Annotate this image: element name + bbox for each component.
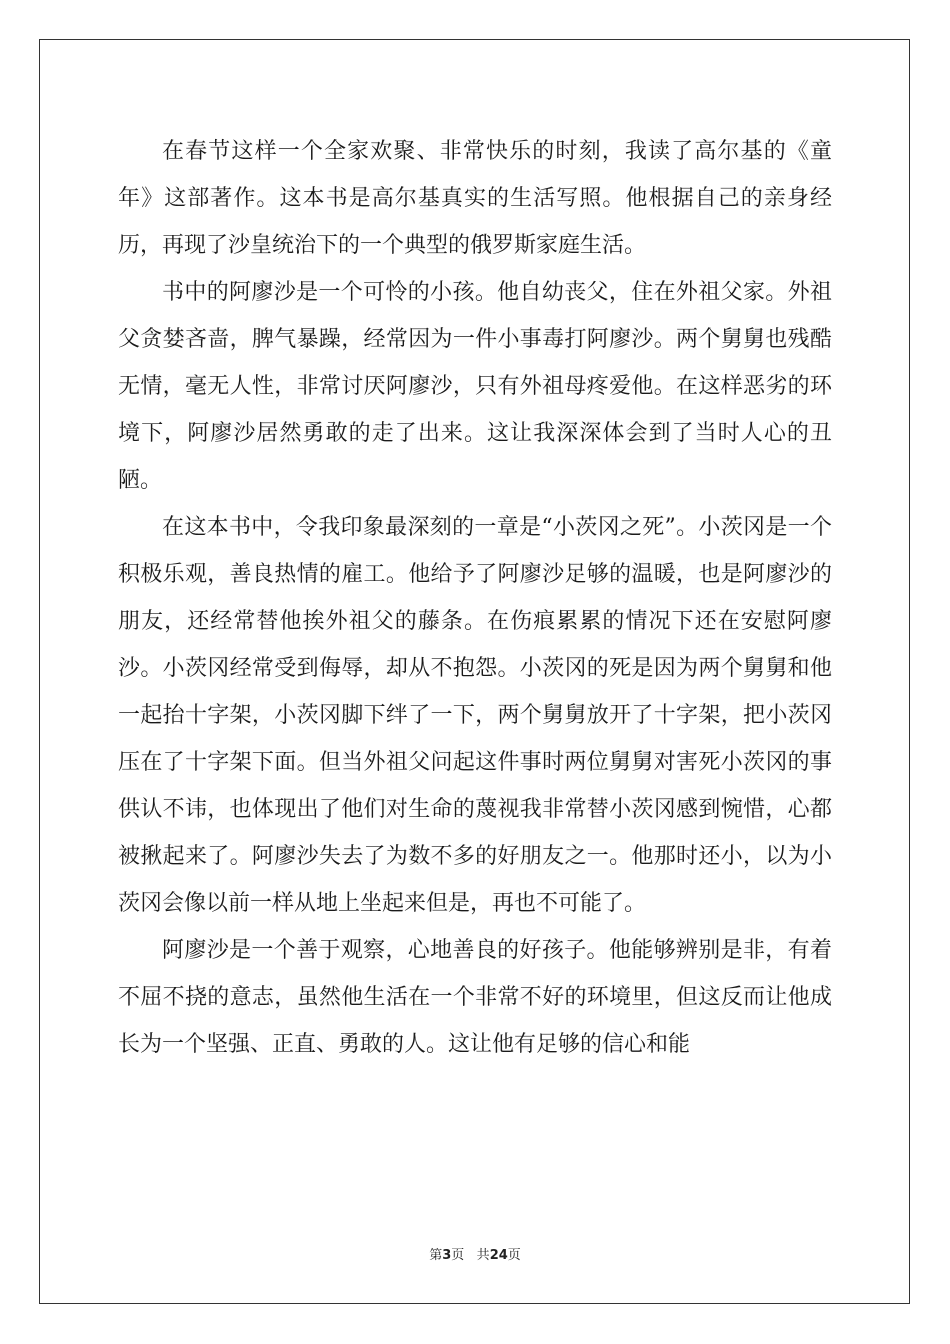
total-suffix: 页 xyxy=(507,1248,521,1263)
paragraph-4: 阿廖沙是一个善于观察，心地善良的好孩子。他能够辨别是非，有着不屈不挠的意志，虽然他生活在一个非常不好的环境里，但这反而让他成长为一个坚强、正直、勇敢的人。这让他有足够的信心和能 xyxy=(118,938,832,1057)
page-footer xyxy=(0,1244,950,1263)
page-prefix: 第 xyxy=(429,1248,443,1263)
total-pages: 24 xyxy=(489,1248,508,1263)
paragraph-2: 书中的阿廖沙是一个可怜的小孩。他自幼丧父，住在外祖父家。外祖父贪婪吝啬，脾气暴躁，经常因为一件小事毒打阿廖沙。两个舅舅也残酷无情，毫无人性，非常讨厌阿廖沙，只有外祖母疼爱他。在这样恶劣的环境下，阿廖沙居然勇敢的走了出来。这让我深深体会到了当时人心的丑陋。 xyxy=(118,280,832,493)
total-prefix: 共 xyxy=(476,1248,490,1263)
page-suffix: 页 xyxy=(451,1248,465,1263)
page-number: 3 xyxy=(442,1248,452,1263)
document-body xyxy=(118,128,832,1068)
paragraph-3: 在这本书中，令我印象最深刻的一章是“小茨冈之死”。小茨冈是一个积极乐观，善良热情的雇工。他给予了阿廖沙足够的温暖，也是阿廖沙的朋友，还经常替他挨外祖父的藤条。在伤痕累累的情况下还在安慰阿廖沙。小茨冈经常受到侮辱，却从不抱怨。小茨冈的死是因为两个舅舅和他一起抬十字架，小茨冈脚下绊了一下，两个舅舅放开了十字架，把小茨冈压在了十字架下面。但当外祖父问起这件事时两位舅舅对害死小茨冈的事供认不讳，也体现出了他们对生命的蔑视我非常替小茨冈感到惋惜，心都被揪起来了。阿廖沙失去了为数不多的好朋友之一。他那时还小，以为小茨冈会像以前一样从地上坐起来但是，再也不可能了。 xyxy=(118,515,832,916)
paragraph-1: 在春节这样一个全家欢聚、非常快乐的时刻，我读了高尔基的《童年》这部著作。这本书是高尔基真实的生活写照。他根据自己的亲身经历，再现了沙皇统治下的一个典型的俄罗斯家庭生活。 xyxy=(118,139,832,258)
